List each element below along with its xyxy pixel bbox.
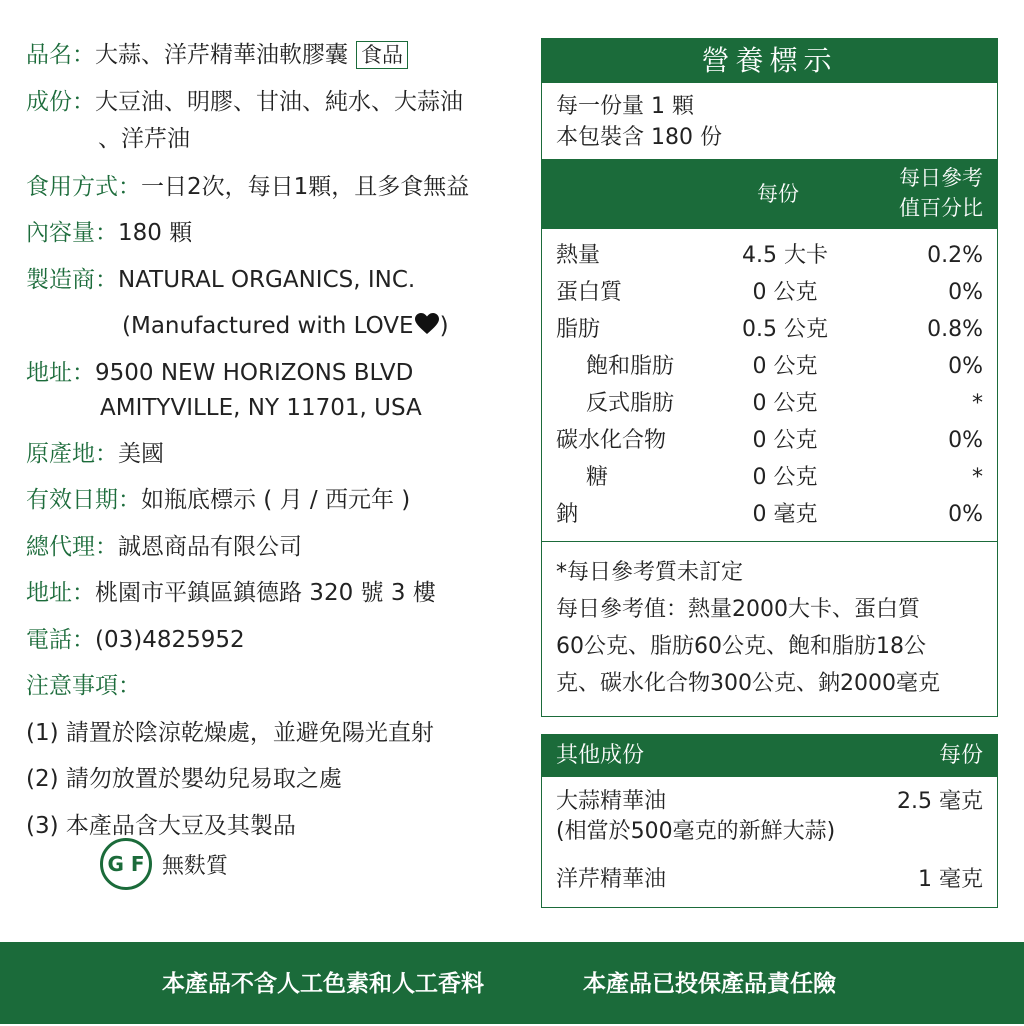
per-serving-header: 每份 (757, 182, 799, 206)
agent-address-value: 桃園市平鎮區鎮德路 320 號 3 樓 (95, 580, 436, 606)
nutrient-value: 0 公克 (752, 280, 818, 305)
expiry-label: 有效日期： (26, 487, 141, 513)
nutrient-name: 脂肪 (556, 317, 601, 342)
other-item-name: 洋芹精華油 (556, 867, 667, 892)
other-item-value: 2.5 毫克 (897, 789, 983, 814)
maker-note-text: (Manufactured with LOVE (122, 313, 414, 339)
footer-banner (0, 942, 1024, 1024)
daily-value-header-line2: 值百分比 (899, 196, 983, 220)
phone-value: (03)4825952 (95, 627, 245, 653)
food-tag: 食品 (356, 41, 408, 69)
ingredients-line1: 大豆油、明膠、甘油、純水、大蒜油 (95, 89, 463, 115)
other-item-name: 大蒜精華油 (556, 789, 667, 814)
maker-note (122, 309, 449, 343)
product-name-row (26, 38, 408, 72)
daily-value-header-line1: 每日參考 (899, 166, 983, 190)
nutrient-dv: * (972, 391, 983, 416)
nutrient-name: 鈉 (556, 502, 579, 527)
content-value: 180 顆 (118, 220, 193, 246)
gluten-free-icon: G F (100, 838, 152, 890)
address-label: 地址： (26, 360, 95, 386)
daily-value-header (899, 163, 983, 223)
nutrient-dv: 0% (948, 428, 983, 453)
ingredients-line2: 、洋芹油 (98, 126, 190, 152)
footnote-1: *每日參考質未訂定 (556, 560, 744, 585)
nutrient-row-calories (542, 237, 997, 274)
origin-value: 美國 (118, 441, 164, 467)
nutrition-column-header (542, 159, 997, 229)
content-row (26, 216, 192, 250)
other-item-value: 1 毫克 (918, 867, 983, 892)
ingredients-row (26, 85, 463, 119)
other-ingredients-col: 每份 (938, 743, 983, 768)
servings-per-package: 本包裝含 180 份 (556, 125, 722, 150)
maker-row (26, 263, 415, 297)
nutrient-row-fat (542, 311, 997, 348)
nutrient-row-sugar (542, 459, 997, 496)
nutrient-dv: 0% (948, 502, 983, 527)
other-item-garlic-note: (相當於500毫克的新鮮大蒜) (556, 819, 836, 844)
content-label: 內容量： (26, 220, 118, 246)
product-name-value: 大蒜、洋芹精華油軟膠囊 (95, 42, 348, 68)
other-ingredients-panel (541, 734, 998, 908)
expiry-row (26, 483, 410, 517)
origin-row (26, 437, 164, 471)
nutrient-value: 0 公克 (752, 428, 818, 453)
footnote-2: 每日參考值：熱量2000大卡、蛋白質 (556, 597, 920, 622)
nutrient-row-saturated-fat (542, 348, 997, 385)
agent-address-row (26, 576, 436, 610)
other-ingredients-header (542, 735, 997, 777)
nutrient-row-trans-fat (542, 385, 997, 422)
nutrition-rows (542, 229, 997, 541)
expiry-value: 如瓶底標示 ( 月 / 西元年 ) (141, 487, 411, 513)
nutrient-dv: 0% (948, 280, 983, 305)
usage-value: 一日2次，每日1顆，且多食無益 (141, 174, 470, 200)
nutrient-row-carbohydrate (542, 422, 997, 459)
nutrient-value: 0.5 公克 (742, 317, 828, 342)
agent-address-label: 地址： (26, 580, 95, 606)
note-1: (1) 請置於陰涼乾燥處，並避免陽光直射 (26, 720, 434, 746)
agent-row (26, 530, 302, 564)
nutrient-dv: 0% (948, 354, 983, 379)
nutrient-value: 0 毫克 (752, 502, 818, 527)
gluten-free-badge (100, 838, 228, 890)
product-name-label: 品名： (26, 42, 95, 68)
nutrient-name: 糖 (586, 465, 609, 490)
nutrient-dv: 0.8% (927, 317, 983, 342)
phone-label: 電話： (26, 627, 95, 653)
heart-icon (414, 312, 440, 336)
maker-label: 製造商： (26, 267, 118, 293)
footnote-3: 60公克、脂肪60公克、飽和脂肪18公 (556, 634, 926, 659)
serving-info (542, 83, 997, 159)
other-item-garlic (542, 787, 997, 817)
nutrient-name: 熱量 (556, 243, 601, 268)
address-row (26, 356, 413, 390)
nutrient-value: 0 公克 (752, 391, 818, 416)
usage-row (26, 170, 469, 204)
address-line2: AMITYVILLE, NY 11701, USA (100, 395, 422, 421)
serving-size: 每一份量 1 顆 (556, 94, 694, 119)
note-3: (3) 本產品含大豆及其製品 (26, 813, 296, 839)
nutrient-value: 0 公克 (752, 354, 818, 379)
nutrient-dv: 0.2% (927, 243, 983, 268)
footnote-4: 克、碳水化合物300公克、鈉2000毫克 (556, 671, 940, 696)
nutrient-name: 飽和脂肪 (586, 354, 675, 379)
maker-value: NATURAL ORGANICS, INC. (118, 267, 416, 293)
origin-label: 原產地： (26, 441, 118, 467)
other-ingredients-title: 其他成份 (556, 743, 645, 768)
agent-label: 總代理： (26, 534, 118, 560)
nutrient-name: 反式脂肪 (586, 391, 675, 416)
address-line1: 9500 NEW HORIZONS BLVD (95, 360, 414, 386)
nutrient-value: 0 公克 (752, 465, 818, 490)
nutrition-panel (541, 38, 998, 717)
maker-note-end: ) (439, 313, 449, 339)
nutrient-dv: * (972, 465, 983, 490)
ingredients-label: 成份： (26, 89, 95, 115)
footer-no-additives: 本產品不含人工色素和人工香料 (162, 971, 484, 997)
other-item-celery (542, 865, 997, 895)
nutrient-value: 4.5 大卡 (742, 243, 828, 268)
nutrient-name: 蛋白質 (556, 280, 623, 305)
note-2: (2) 請勿放置於嬰幼兒易取之處 (26, 766, 342, 792)
notes-label: 注意事項： (26, 673, 141, 699)
footer-insurance: 本產品已投保產品責任險 (583, 971, 836, 997)
gluten-free-label: 無麩質 (162, 853, 229, 879)
nutrient-row-protein (542, 274, 997, 311)
phone-row (26, 623, 245, 657)
nutrition-title: 營養標示 (542, 39, 997, 83)
agent-value: 誠恩商品有限公司 (118, 534, 302, 560)
usage-label: 食用方式： (26, 174, 141, 200)
nutrition-footnotes (542, 541, 997, 716)
nutrient-row-sodium (542, 496, 997, 533)
nutrient-name: 碳水化合物 (556, 428, 667, 453)
